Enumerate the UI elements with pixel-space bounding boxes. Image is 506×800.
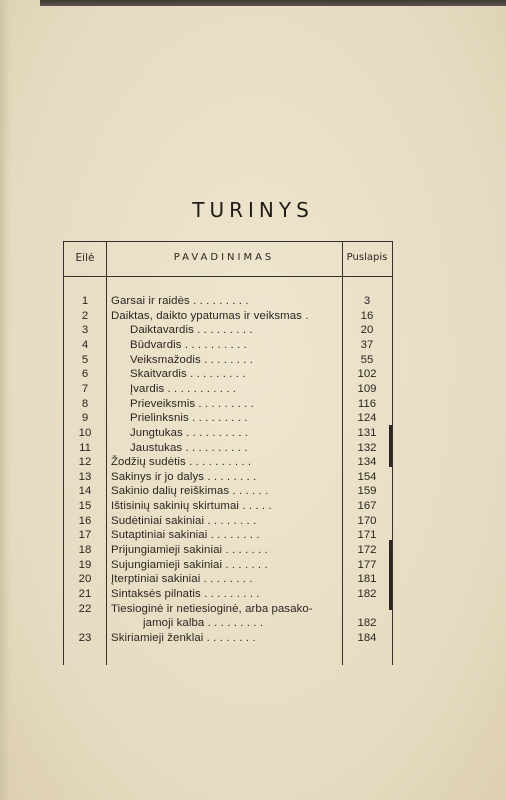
row-number: 23 [78,631,92,644]
row-number: 14 [78,485,92,498]
toc-row [64,602,392,617]
row-page: 172 [357,544,377,557]
page-left-edge [0,0,10,800]
row-title: Garsai ir raidės . . . . . . . . . [111,295,249,307]
toc-row [64,616,392,631]
toc-row [64,631,392,646]
row-page: 3 [363,295,371,307]
margin-mark [389,425,392,467]
header-page: Puslapis [346,252,388,263]
toc-row [64,499,392,514]
row-number: 13 [78,470,92,483]
row-title: Jungtukas . . . . . . . . . . [130,426,249,439]
row-number: 6 [81,368,89,381]
margin-mark [389,540,392,610]
page-top-edge [40,0,506,6]
row-page: 116 [357,397,377,410]
row-title: Įterptiniai sakiniai . . . . . . . . [111,573,253,586]
row-page: 20 [360,324,374,337]
page-title: TURINYS [192,198,314,222]
row-title: Skiriamieji ženklai . . . . . . . . [111,631,256,644]
row-page: 182 [357,617,377,630]
row-number: 16 [78,514,92,527]
row-title: Įvardis . . . . . . . . . . . [130,382,237,395]
row-number: 22 [78,602,92,615]
row-page: 37 [360,338,374,351]
header-title: PAVADINIMAS [173,252,275,263]
row-page: 171 [357,529,377,542]
row-page: 167 [357,500,377,513]
row-page: 177 [357,558,377,571]
toc-row [64,514,392,529]
row-title: Sakinio dalių reiškimas . . . . . . [111,485,269,498]
row-title: Prieveiksmis . . . . . . . . . [130,397,254,410]
toc-row [64,411,392,426]
table-of-contents [63,241,393,665]
row-number: 9 [81,412,89,425]
row-number: 18 [78,544,92,557]
toc-row [64,441,392,456]
row-title: Jaustukas . . . . . . . . . . [130,441,248,454]
toc-row [64,484,392,499]
row-page: 182 [357,588,377,600]
toc-row [64,470,392,485]
toc-row [64,309,392,324]
toc-row [64,572,392,587]
toc-row [64,455,392,470]
toc-row [64,558,392,573]
row-page: 102 [357,368,377,381]
toc-row [64,382,392,397]
toc-row [64,323,392,338]
row-title: Prijungiamieji sakiniai . . . . . . . [111,544,268,557]
toc-row [64,367,392,382]
row-page: 170 [357,514,377,527]
row-title: Ištisinių sakinių skirtumai . . . . . [111,500,272,513]
row-number: 5 [81,353,89,366]
row-title: Sudėtiniai sakiniai . . . . . . . . [111,514,257,527]
row-title: Prielinksnis . . . . . . . . . [130,412,248,425]
row-number: 2 [81,309,89,322]
row-title: Veiksmažodis . . . . . . . . [130,353,254,366]
header-number: Eilė [75,252,95,264]
row-page: 131 [357,426,377,439]
row-number: 7 [81,382,89,395]
header-divider [64,276,392,277]
toc-row [64,528,392,543]
row-number: 21 [78,588,92,600]
row-number: 19 [78,558,92,571]
row-number: 17 [78,529,92,542]
row-number: 8 [81,397,89,410]
row-number: 3 [81,324,89,337]
row-page: 132 [357,441,377,454]
row-page: 159 [357,485,377,498]
row-number: 11 [79,441,91,454]
toc-row [64,543,392,558]
row-number: 4 [81,338,89,351]
row-title: jamoji kalba . . . . . . . . . [143,617,264,630]
toc-row [64,294,392,309]
row-page: 181 [357,573,377,586]
row-title: Sutaptiniai sakiniai . . . . . . . . [111,529,260,542]
row-number: 12 [78,456,92,469]
row-page: 55 [360,353,374,366]
row-page: 16 [360,309,374,322]
row-page: 124 [357,412,377,425]
toc-row [64,338,392,353]
toc-row [64,426,392,441]
row-number: 1 [81,295,89,307]
row-number: 15 [78,500,92,513]
row-page: 134 [357,456,377,469]
row-page: 109 [357,382,377,395]
row-title: Sujungiamieji sakiniai . . . . . . . [111,558,268,571]
row-title: Žodžių sudėtis . . . . . . . . . . [111,456,252,469]
row-title: Tiesioginė ir netiesioginė, arba pasako- [111,602,313,615]
row-number: 10 [78,426,92,439]
toc-row [64,353,392,368]
row-title: Skaitvardis . . . . . . . . . [130,368,246,381]
row-page: 184 [357,631,377,644]
row-title: Sakinys ir jo dalys . . . . . . . . [111,470,257,483]
row-number: 20 [78,573,92,586]
toc-row [64,587,392,602]
toc-row [64,397,392,412]
row-page: 154 [357,470,377,483]
row-title: Būdvardis . . . . . . . . . . [130,338,247,351]
row-title: Daiktas, daikto ypatumas ir veiksmas . [111,309,309,322]
row-title: Sintaksės pilnatis . . . . . . . . . [111,588,260,600]
row-title: Daiktavardis . . . . . . . . . [130,324,253,337]
